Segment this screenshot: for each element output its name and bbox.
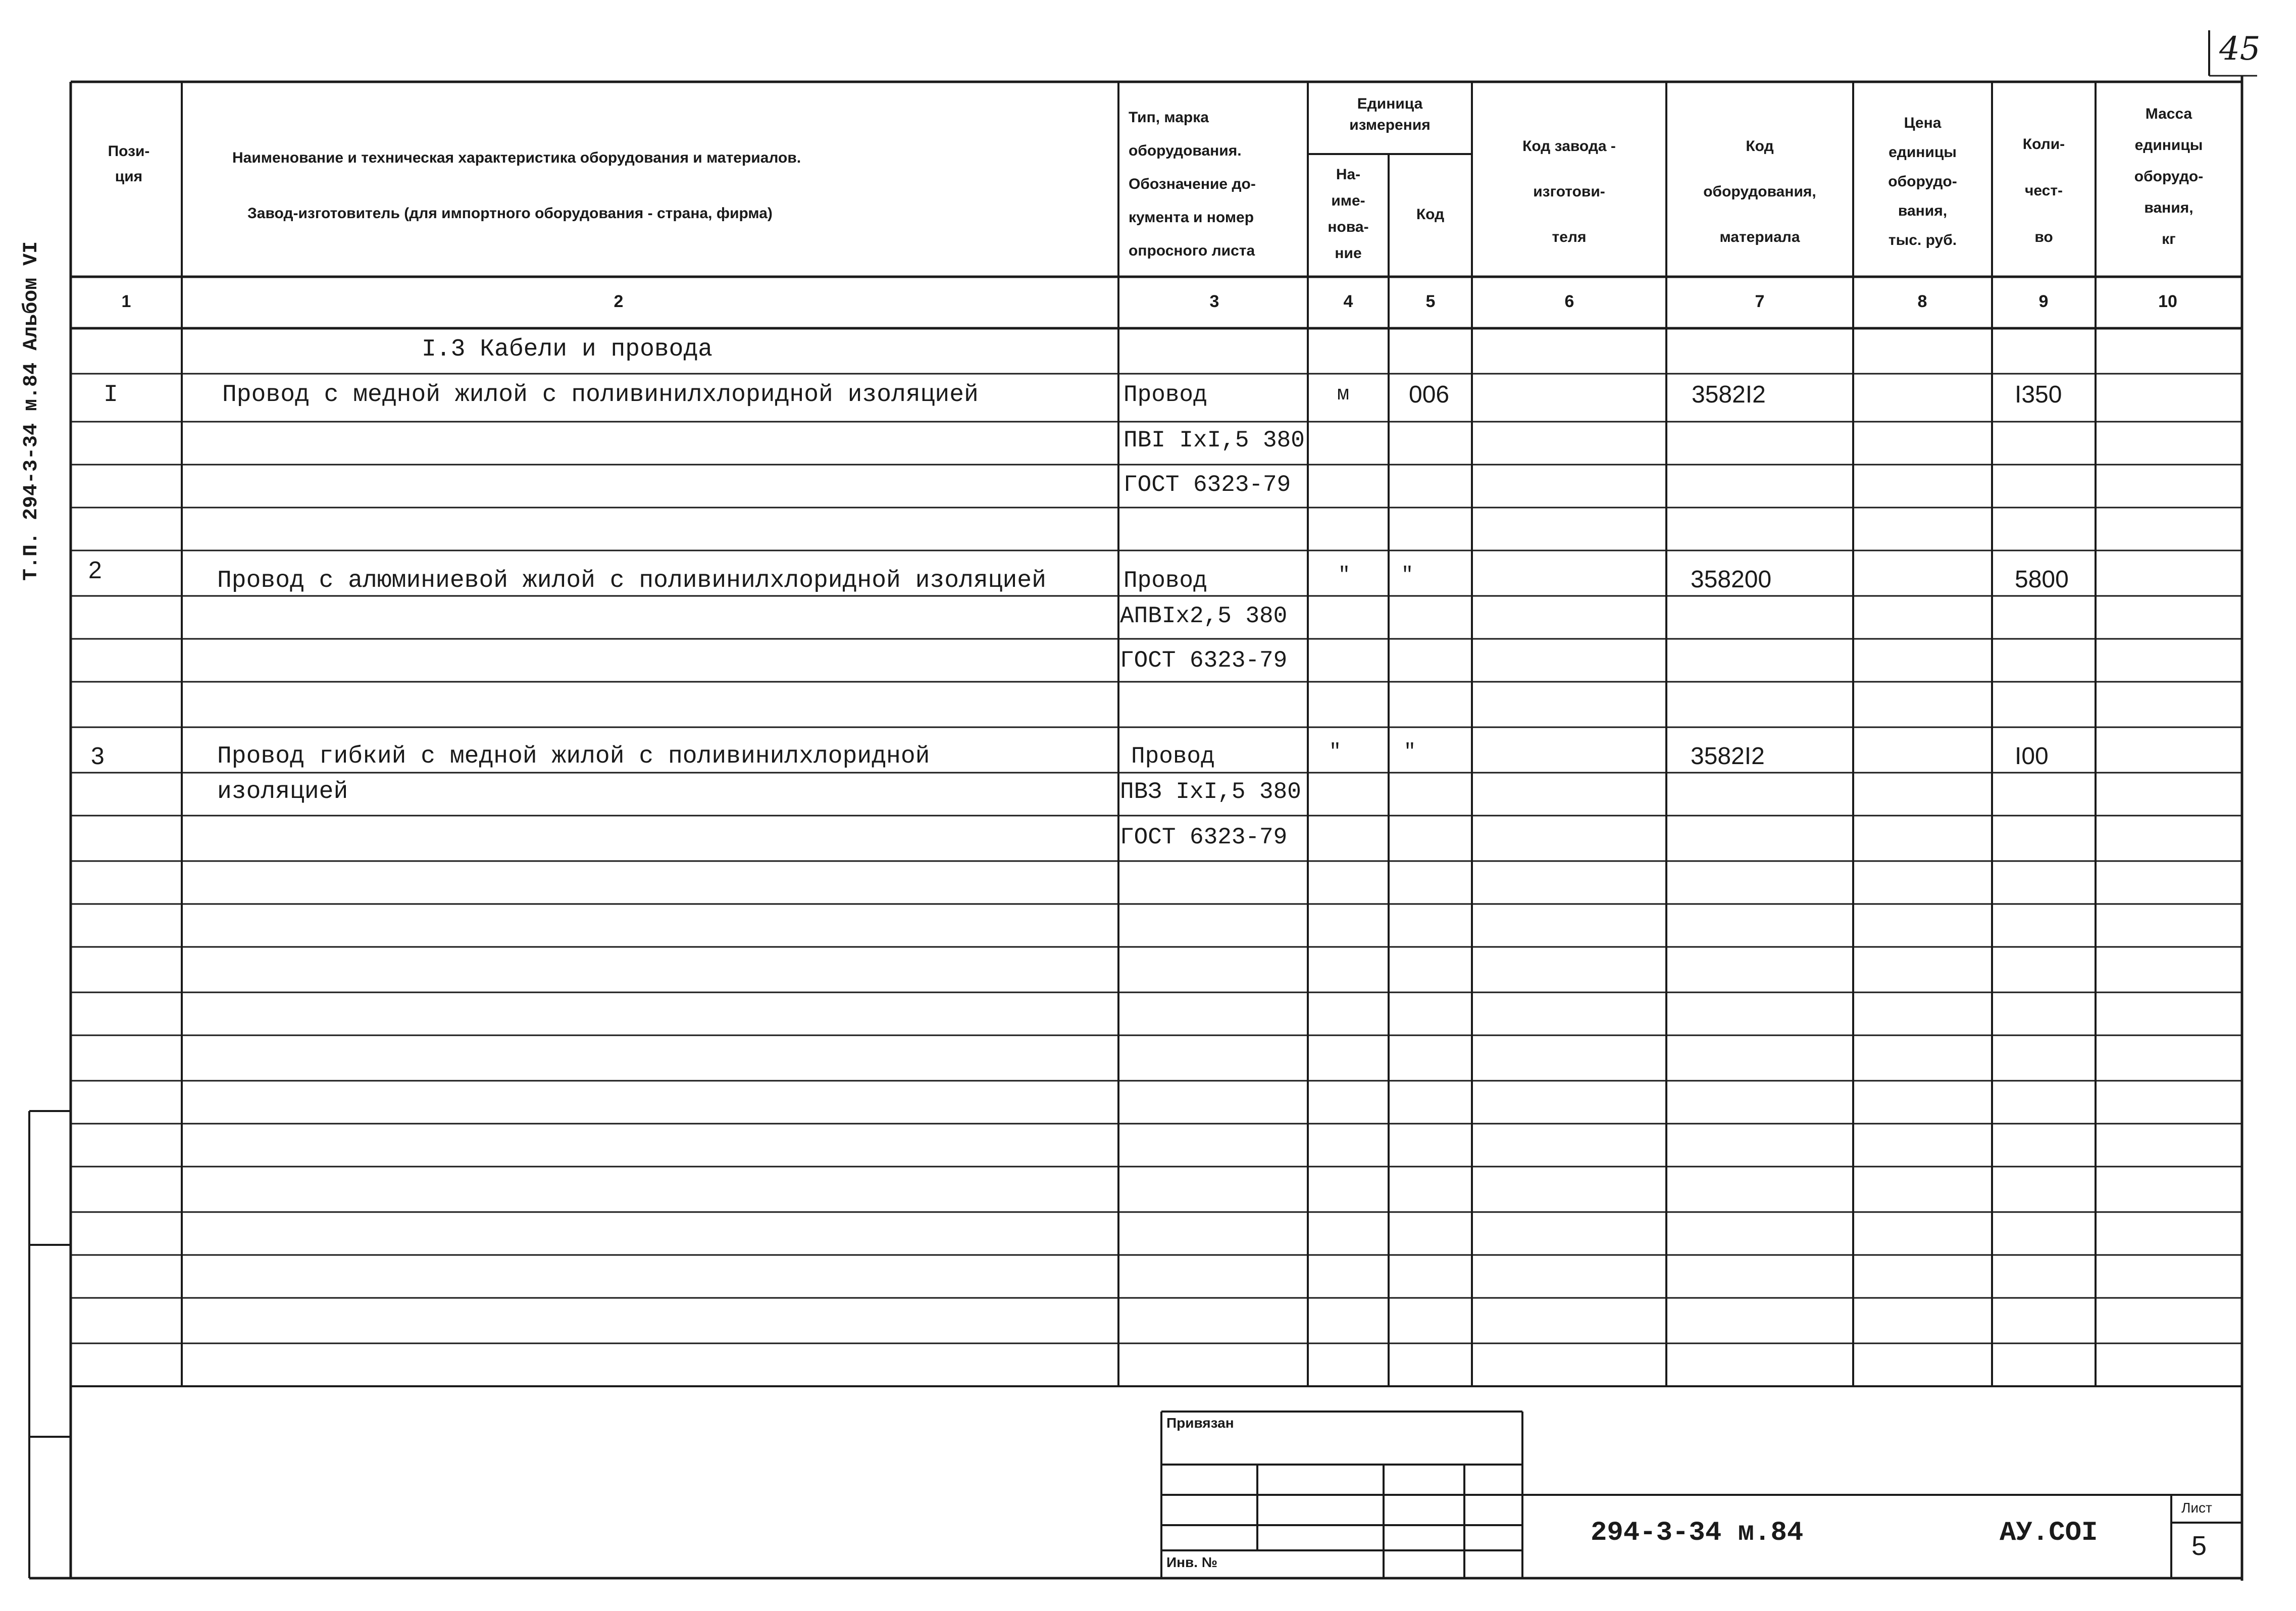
col-number-8: 8 bbox=[1917, 292, 1927, 311]
item-3-quantity: I00 bbox=[2015, 743, 2049, 770]
item-1-type-line1: Провод bbox=[1124, 382, 1207, 408]
titleblock-inv-no: Инв. № bbox=[1166, 1554, 1218, 1570]
item-1-type-line2: ПВI IхI,5 380 bbox=[1124, 427, 1305, 454]
item-1-equipment-code: 3582I2 bbox=[1692, 381, 1766, 408]
item-1-name: Провод с медной жилой с поливинилхлоридной изоляцией bbox=[222, 381, 979, 409]
item-3-equipment-code: 3582I2 bbox=[1691, 743, 1765, 770]
header-pos: Пози- ция bbox=[108, 143, 150, 185]
item-2-name: Провод с алюминиевой жилой с поливинилхлоридной изоляцией bbox=[217, 567, 1046, 594]
handwritten-page-number: 45 bbox=[2219, 30, 2261, 68]
header-quantity: Коли- чест- во bbox=[2022, 136, 2065, 245]
titleblock-privyazan: Привязан bbox=[1166, 1415, 1234, 1431]
item-1-unit: м bbox=[1337, 383, 1350, 406]
header-unit-name: На- име- нова- ние bbox=[1328, 166, 1369, 262]
item-3-pos: 3 bbox=[91, 743, 105, 770]
item-3-type-line3: ГОСТ 6323-79 bbox=[1120, 824, 1288, 850]
col-number-2: 2 bbox=[614, 292, 624, 311]
item-2-equipment-code: 358200 bbox=[1691, 566, 1772, 593]
header-unit-group: Единица измерения bbox=[1349, 95, 1431, 133]
header-equipment-code: Код оборудования, материала bbox=[1703, 138, 1816, 245]
section-title: I.3 Кабели и провода bbox=[422, 336, 713, 363]
item-1-pos: I bbox=[104, 381, 118, 409]
titleblock-sheet-label: Лист bbox=[2181, 1500, 2212, 1516]
item-1-type-line3: ГОСТ 6323-79 bbox=[1124, 472, 1291, 498]
header-maker-code: Код завода - изготови- теля bbox=[1522, 138, 1616, 245]
header-price: Цена единицы оборудо- вания, тыс. руб. bbox=[1888, 115, 1957, 248]
header-mass: Масса единицы оборудо- вания, кг bbox=[2134, 106, 2204, 247]
col-number-3: 3 bbox=[1209, 292, 1219, 311]
item-1-unit-code: 006 bbox=[1409, 381, 1450, 408]
col-number-6: 6 bbox=[1564, 292, 1574, 311]
item-2-type-line3: ГОСТ 6323-79 bbox=[1120, 647, 1288, 674]
header-type: Тип, марка оборудования. Обозначение до- кумента и номер опросного листа bbox=[1129, 109, 1256, 259]
item-3-type-line1: Провод bbox=[1131, 743, 1215, 770]
titleblock-doc-code: 294-3-34 м.84 bbox=[1591, 1518, 1804, 1548]
col-number-1: 1 bbox=[121, 292, 131, 311]
item-3-unit: " bbox=[1329, 741, 1342, 764]
col-number-5: 5 bbox=[1425, 292, 1436, 311]
col-number-10: 10 bbox=[2158, 292, 2177, 311]
item-2-type-line2: АПВIх2,5 380 bbox=[1120, 603, 1288, 629]
item-1-quantity: I350 bbox=[2015, 381, 2062, 408]
item-2-unit: " bbox=[1338, 564, 1351, 587]
item-2-type-line1: Провод bbox=[1124, 568, 1207, 594]
item-3-name-line1: Провод гибкий с медной жилой с поливинилхлоридной bbox=[217, 743, 930, 770]
side-album-note: Т.П. 294-3-34 м.84 Альбом VI bbox=[20, 241, 43, 581]
header-name: Наименование и техническая характеристика оборудования и материалов. Завод-изготовитель (для импортного оборудования - страна, фирма) bbox=[232, 149, 801, 222]
col-number-7: 7 bbox=[1755, 292, 1765, 311]
item-2-unit-code: " bbox=[1401, 564, 1414, 587]
item-3-unit-code: " bbox=[1404, 741, 1416, 764]
header-unit-code: Код bbox=[1416, 206, 1445, 223]
item-2-pos: 2 bbox=[88, 557, 102, 584]
titleblock-sheet-no: 5 bbox=[2191, 1531, 2207, 1561]
titleblock-mark: АУ.СОI bbox=[2000, 1518, 2098, 1548]
item-3-name-line2: изоляцией bbox=[217, 778, 348, 805]
item-3-type-line2: ПВЗ IхI,5 380 bbox=[1120, 779, 1301, 805]
col-number-4: 4 bbox=[1343, 292, 1353, 311]
item-2-quantity: 5800 bbox=[2015, 566, 2069, 593]
col-number-9: 9 bbox=[2038, 292, 2049, 311]
